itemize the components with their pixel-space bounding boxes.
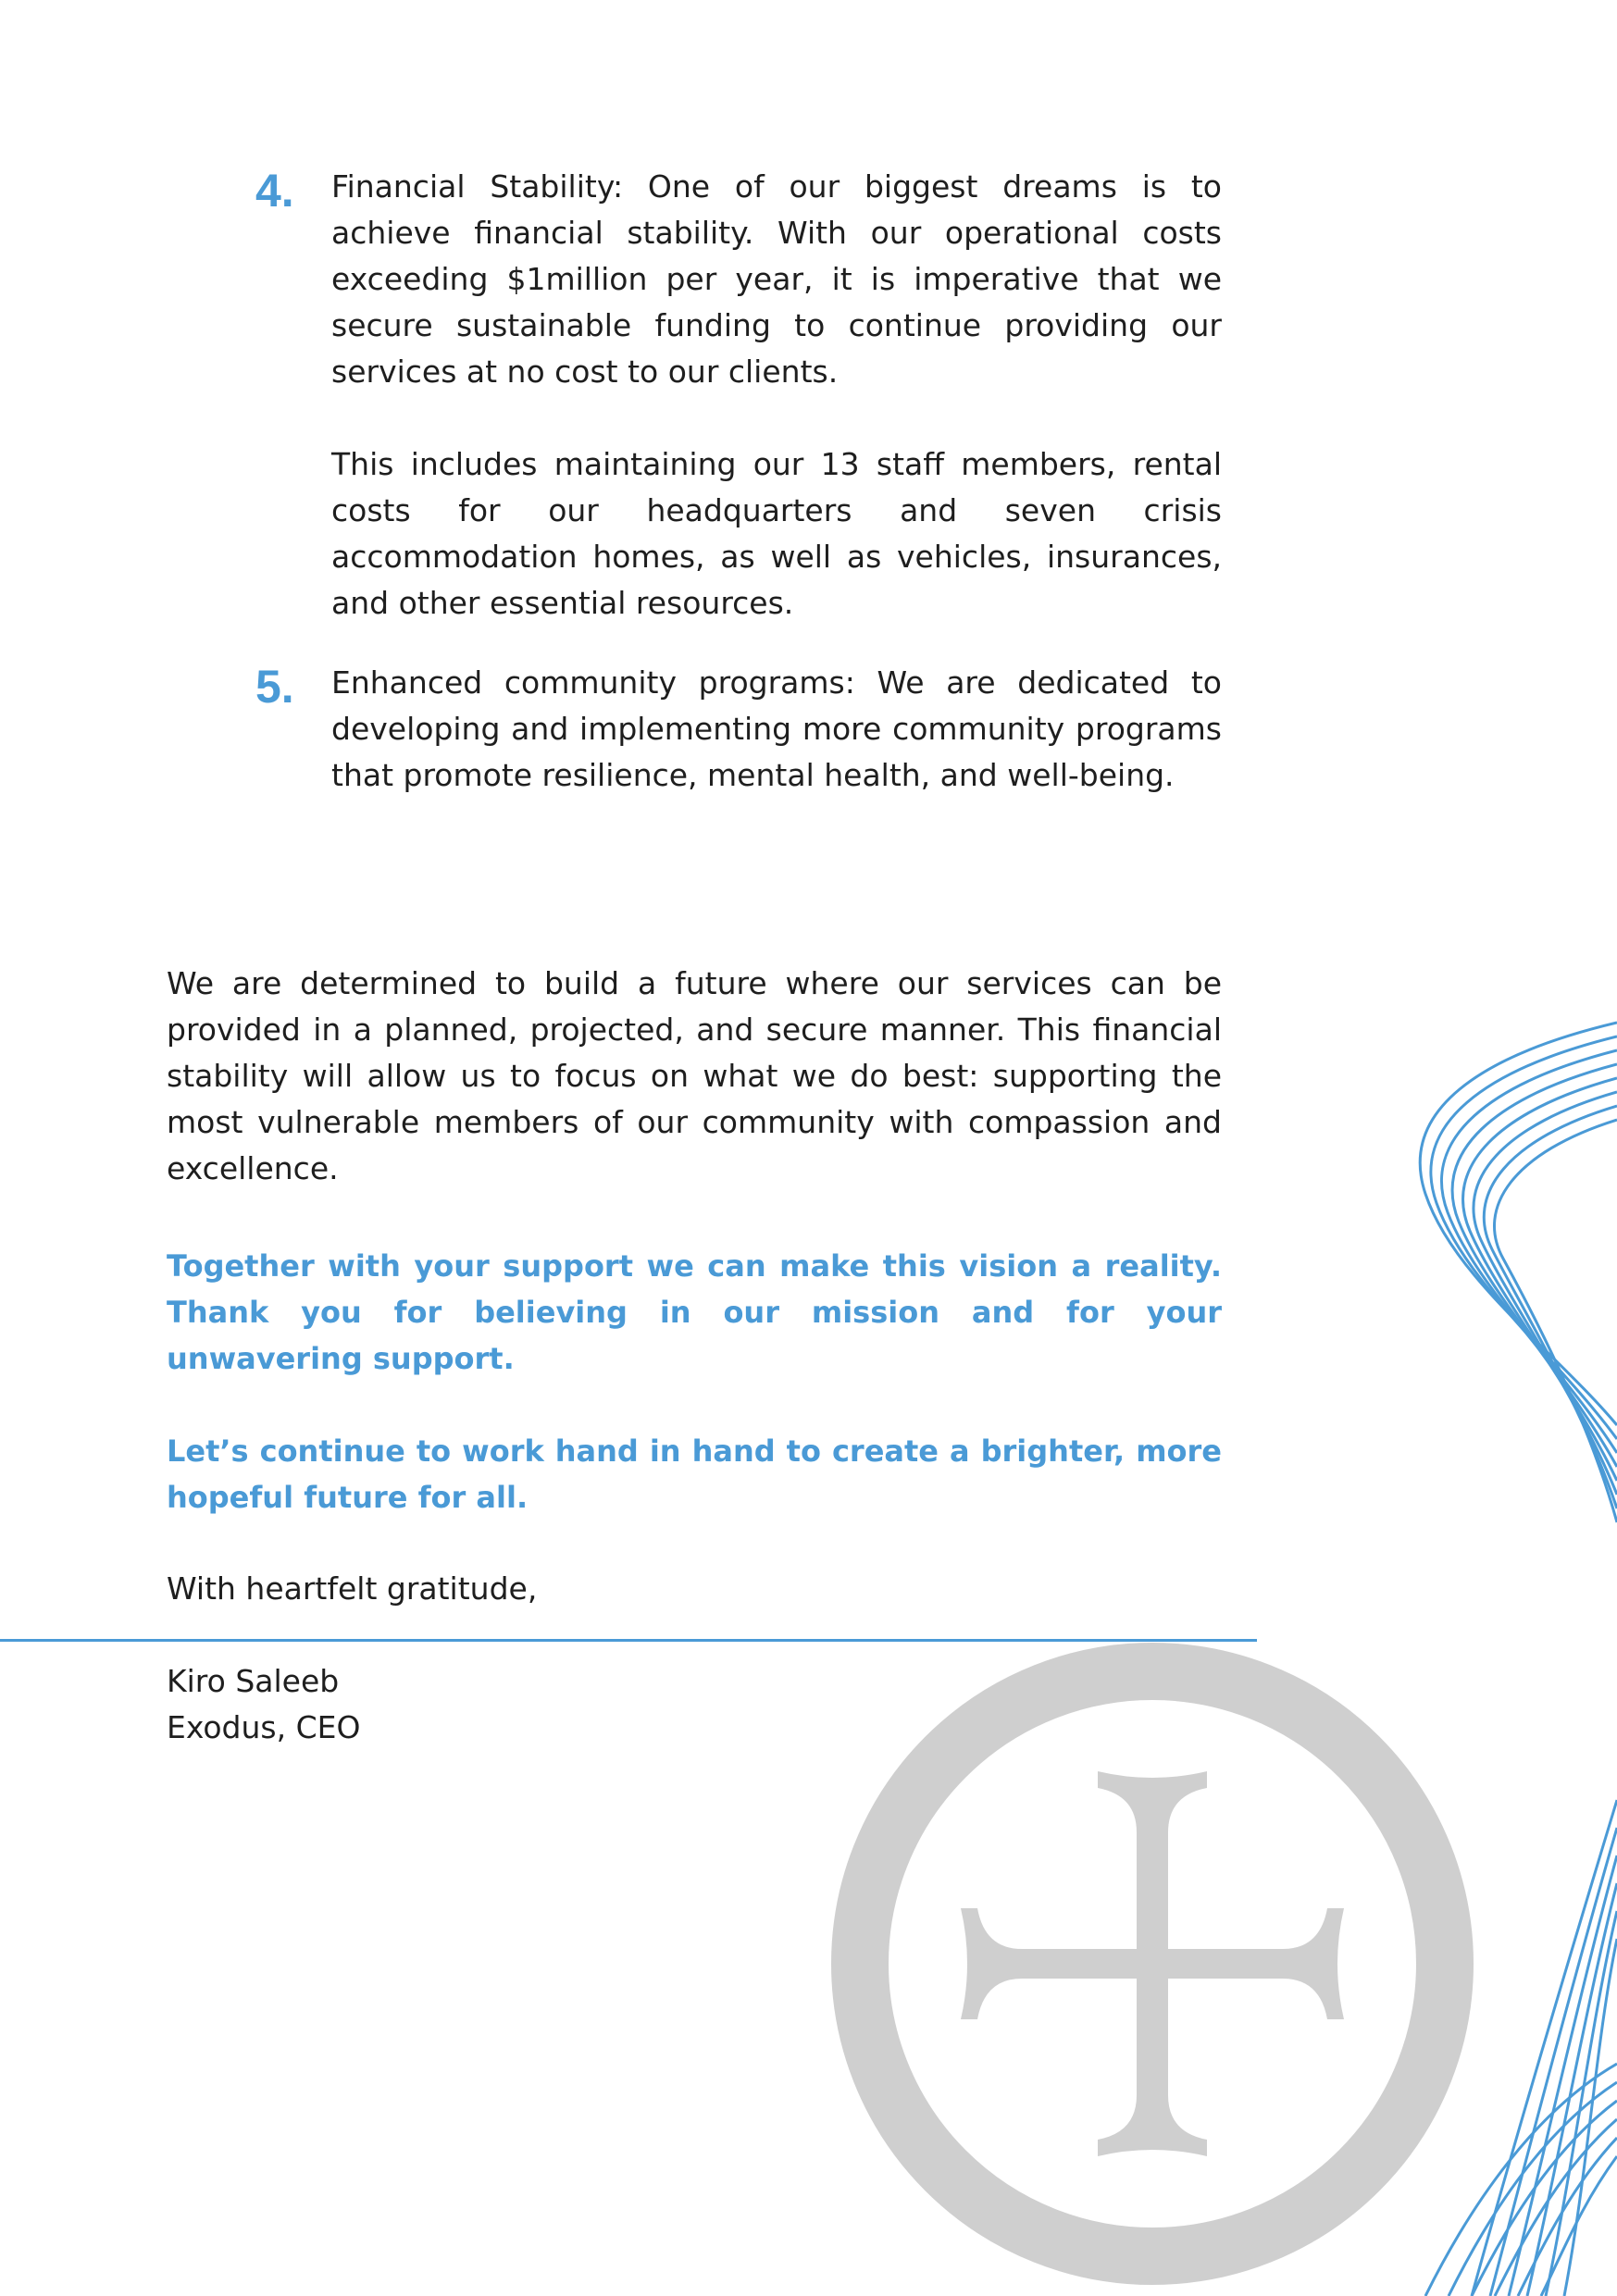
- wave-upper-decoration: [1420, 1023, 1617, 1522]
- list-number-5: 5.: [255, 661, 294, 713]
- divider: [0, 1639, 1257, 1642]
- list-number-4: 4.: [255, 165, 294, 217]
- list-item-5-text: Enhanced community programs: We are dedicated to developing and implementing more community programs that promote resilience, mental health, and well-being.: [331, 664, 1222, 793]
- highlight-call-to-action: Let’s continue to work hand in hand to create a brighter, more hopeful future for all.: [167, 1433, 1222, 1515]
- list-item-4-text: Financial Stability: One of our biggest dreams is to achieve financial stability. With our operational costs exceeding $1million per year, it is imperative that we secure sustainable funding to continue providing our services at no cost to our clients.: [331, 168, 1222, 390]
- highlight-thanks: Together with your support we can make this vision a reality. Thank you for believing in our mission and for your unwavering support.: [167, 1248, 1222, 1376]
- body-paragraph: We are determined to build a future where our services can be provided in a planned, projected, and secure manner. This financial stability will allow us to focus on what we do best: supporting the most vulnerable members of our community with compassion and excellence.: [167, 965, 1222, 1186]
- closing-line: With heartfelt gratitude,: [167, 1570, 538, 1607]
- signature-title: Exodus, CEO: [167, 1709, 361, 1745]
- signature-name: Kiro Saleeb: [167, 1663, 340, 1699]
- logo-seal-icon: [860, 1671, 1445, 2256]
- wave-lower-decoration: [1425, 1800, 1617, 2296]
- list-item-4-continuation: This includes maintaining our 13 staff members, rental costs for our headquarters and seven crisis accommodation homes, as well as vehicles, insurances, and other essential resources.: [331, 446, 1222, 621]
